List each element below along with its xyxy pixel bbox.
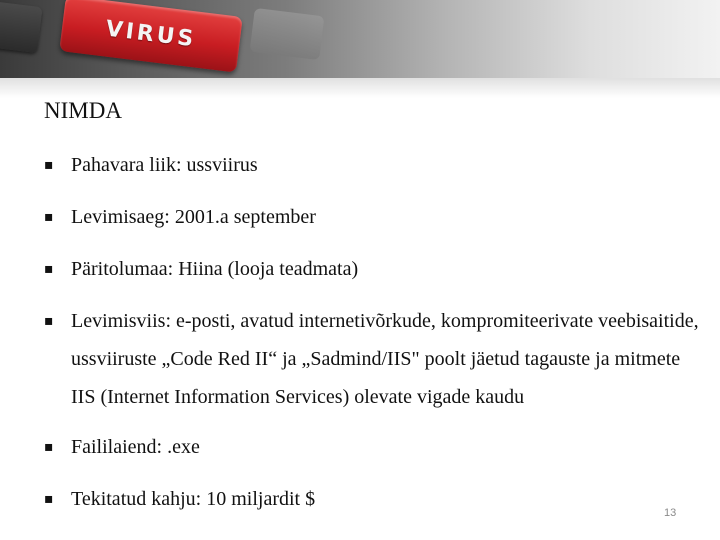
header-banner-image [0, 0, 720, 78]
bullet-item [44, 250, 704, 288]
bullet-text: Levimisaeg: 2001.a september [71, 206, 316, 228]
bullet-item [44, 146, 704, 184]
bullet-square-icon [44, 198, 54, 236]
bullet-text: Päritolumaa: Hiina (looja teadmata) [71, 258, 359, 280]
slide-title: NIMDA [44, 98, 122, 123]
virus-key-label: VIRUS [104, 16, 198, 52]
bullet-list [44, 146, 704, 518]
bullet-text: Faililaiend: .exe [71, 436, 200, 458]
bullet-square-icon [44, 480, 54, 518]
bullet-item [44, 198, 704, 236]
bullet-item [44, 480, 704, 518]
bullet-text: Levimisviis: e-posti, avatud internetivõrkude, kompromiteerivate veebisaitide, ussviiruste „Code Red II“ ja „Sadmind/IIS" poolt jäetud tagauste ja mitmete IIS (Internet Information Services) olevate vigade kaudu [71, 310, 699, 408]
keyboard-key [0, 1, 43, 53]
bullet-item [44, 302, 704, 416]
bullet-square-icon [44, 302, 54, 340]
page-number: 13 [664, 507, 677, 519]
bullet-text: Pahavara liik: ussviirus [71, 154, 258, 176]
bullet-item [44, 428, 704, 466]
bullet-text: Tekitatud kahju: 10 miljardit $ [71, 488, 316, 510]
keyboard-key [250, 8, 325, 60]
virus-key-image [59, 0, 242, 73]
banner-shadow [0, 78, 720, 98]
bullet-square-icon [44, 146, 54, 184]
bullet-square-icon [44, 250, 54, 288]
bullet-square-icon [44, 428, 54, 466]
